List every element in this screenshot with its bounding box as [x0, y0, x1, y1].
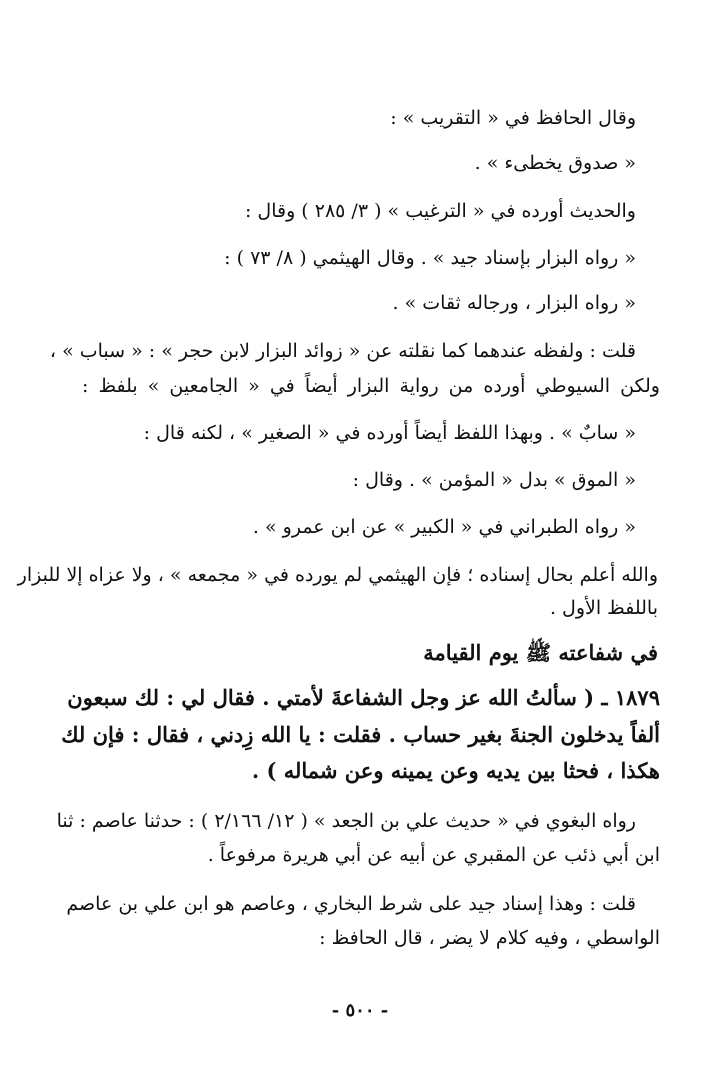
text-line: « سابٌ » . وبهذا اللفظ أيضاً أورده في « الصغير » ، لكنه قال : — [143, 422, 636, 444]
text-line: « رواه البزار ، ورجاله ثقات » . — [392, 292, 636, 314]
page-number: - ٥٠٠ - — [331, 1000, 389, 1021]
text-line: والحديث أورده في « الترغيب » ( ٣/ ٢٨٥ ) وقال : — [244, 200, 636, 222]
text-line: ولكن السيوطي أورده من رواية البزار أيضاً في « الجامعين » بلفظ : — [82, 375, 660, 397]
text-line: « رواه البزار بإسناد جيد » . وقال الهيثمي ( ٨/ ٧٣ ) : — [224, 247, 636, 269]
text-line: « صدوق يخطىء » . — [474, 152, 636, 174]
hadith-line: ١٨٧٩ ـ ( سألتُ الله عز وجل الشفاعةَ لأمتي . فقال لي : لك سبعون — [67, 685, 660, 710]
commentary-line: الواسطي ، وفيه كلام لا يضر ، قال الحافظ : — [319, 927, 660, 949]
text-line: باللفظ الأول . — [549, 597, 658, 619]
section-heading: في شفاعته ﷺ يوم القيامة — [423, 640, 658, 665]
text-line: وقال الحافظ في « التقريب » : — [390, 107, 636, 129]
text-line: قلت : ولفظه عندهما كما نقلته عن « زوائد البزار لابن حجر » : « سباب » ، — [49, 340, 636, 362]
commentary-line: ابن أبي ذئب عن المقبري عن أبيه عن أبي هريرة مرفوعاً . — [207, 844, 660, 866]
text-line: والله أعلم بحال إسناده ؛ فإن الهيثمي لم يورده في « مجمعه » ، ولا عزاه إلا للبزار — [17, 564, 658, 586]
text-line: « الموق » بدل « المؤمن » . وقال : — [352, 469, 636, 491]
hadith-line: هكذا ، فحثا بين يديه وعن يمينه وعن شماله ) . — [251, 758, 660, 783]
hadith-line: ألفاً يدخلون الجنةَ بغير حساب . فقلت : يا الله زِدني ، فقال : فإن لك — [61, 722, 660, 747]
text-line: « رواه الطبراني في « الكبير » عن ابن عمرو » . — [252, 516, 636, 538]
commentary-line: قلت : وهذا إسناد جيد على شرط البخاري ، وعاصم هو ابن علي بن عاصم — [66, 893, 636, 915]
commentary-line: رواه البغوي في « حديث علي بن الجعد » ( ١٢/ ٢/١٦٦ ) : حدثنا عاصم : ثنا — [56, 810, 636, 832]
